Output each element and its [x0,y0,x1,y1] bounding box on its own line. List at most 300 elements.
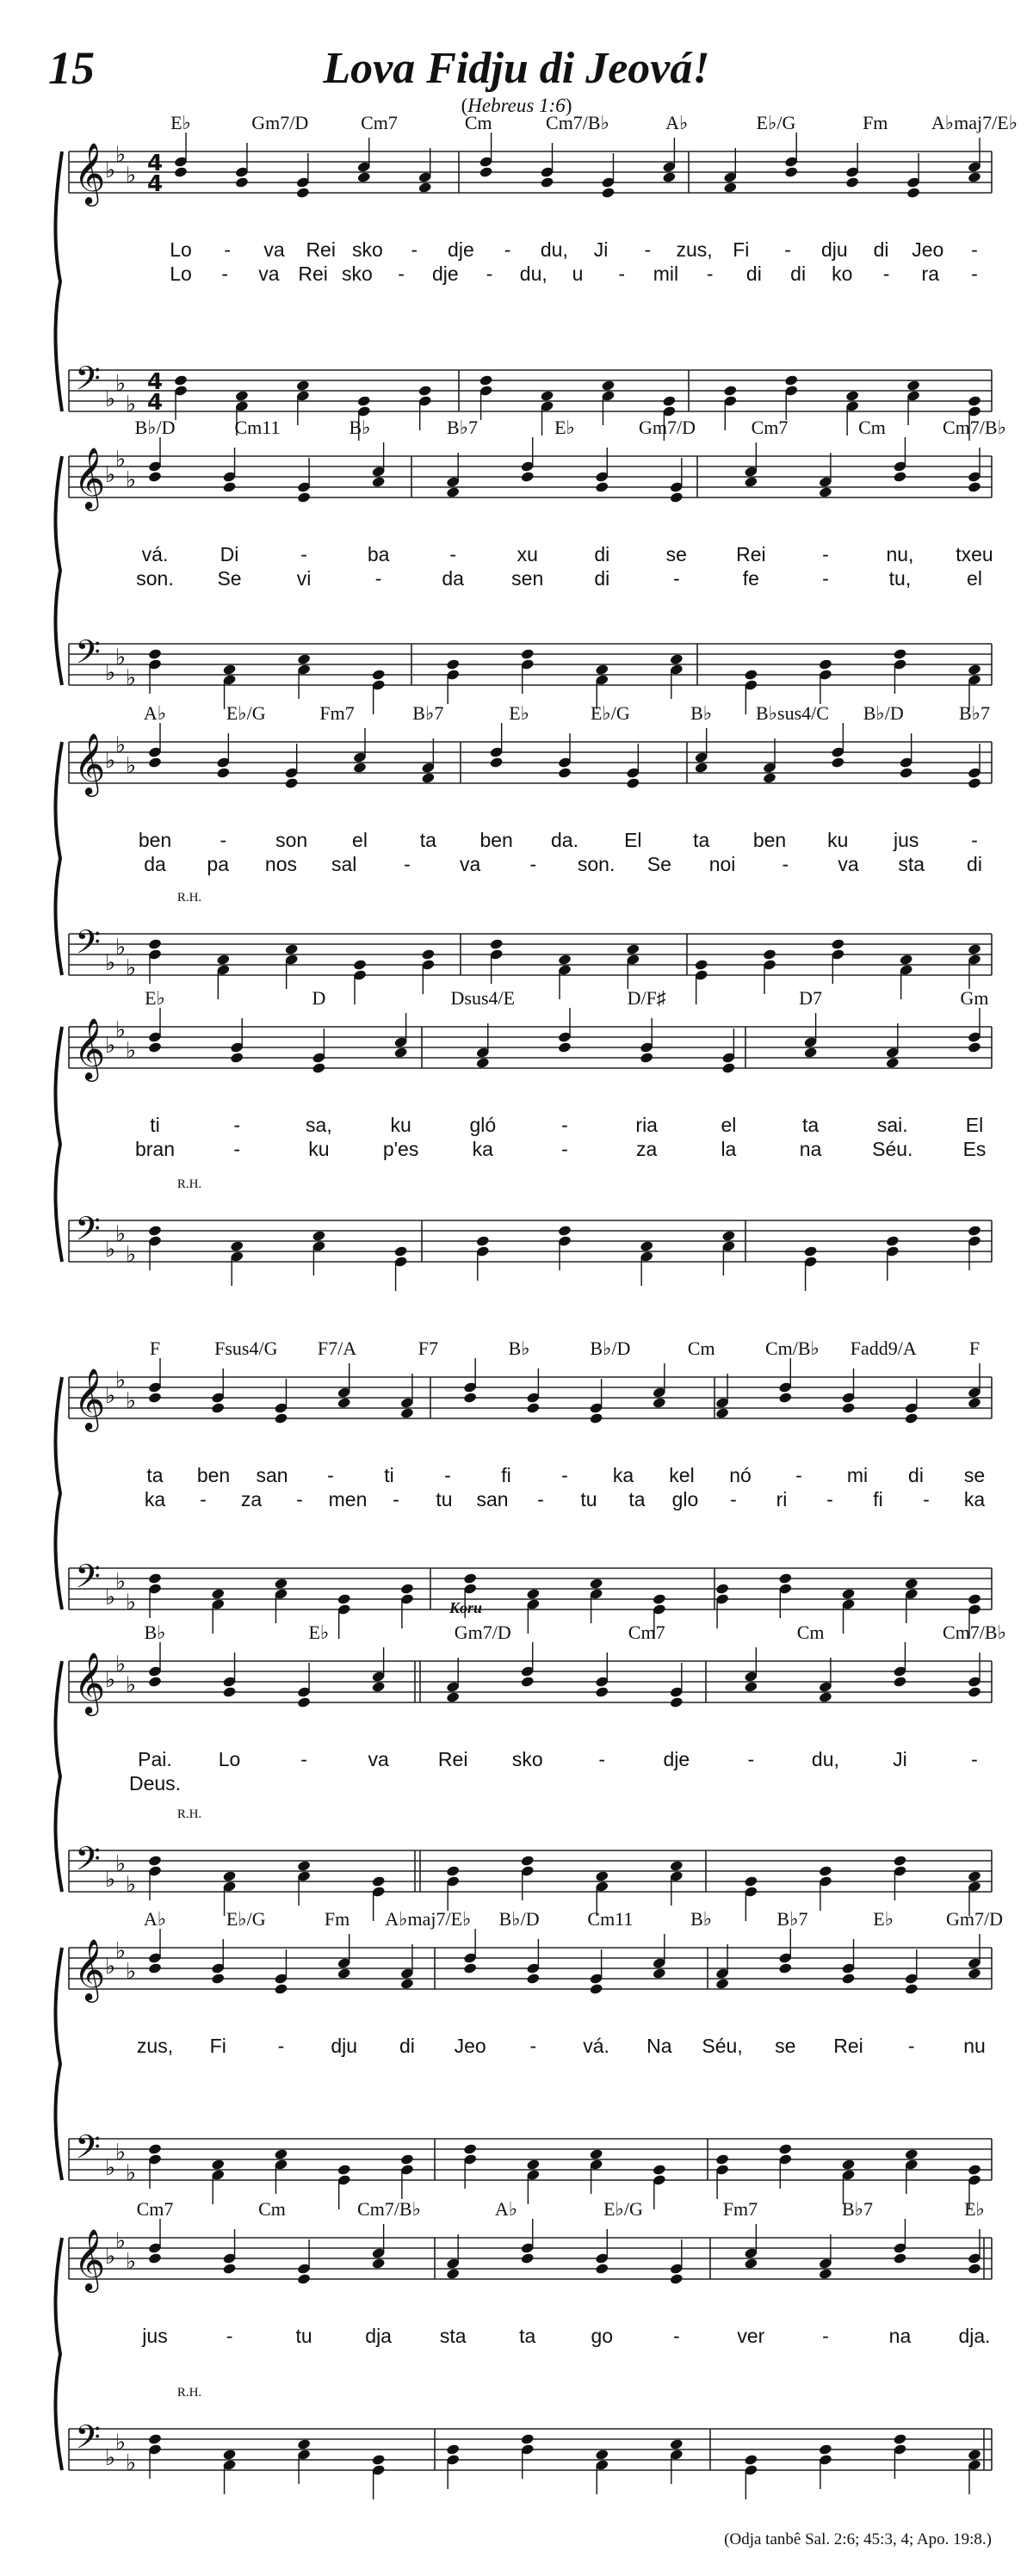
lyric-syllable: di [908,1464,924,1486]
note-head [968,1593,982,1605]
lyric-syllable: fi [873,1488,883,1510]
note-head [778,1392,793,1404]
lyric-syllable: san [256,1464,288,1486]
flat-icon: ♭ [125,665,137,691]
note-head [371,476,386,488]
lyric-syllable: ta [519,2325,536,2347]
note-head [174,166,189,178]
chord-symbol: E♭ [170,112,191,133]
lyric-syllable: - [561,1138,568,1160]
lyric-syllable: - [449,543,457,565]
note-head [540,176,554,188]
note-head [274,1983,288,1995]
system-brace [55,1377,62,1609]
lyric-syllable: - [971,263,978,285]
note-head [968,1041,982,1053]
note-head [662,171,677,183]
lyric-syllable: - [971,829,978,851]
lyric-syllable: - [672,2325,680,2347]
note-head [476,1235,491,1247]
note-head [589,1983,603,1995]
lyric-syllable: ta [628,1488,646,1510]
lyric-syllable: p'es [382,1138,419,1160]
note-head [744,669,758,681]
chord-symbol: B♭/D [590,1337,631,1359]
note-head [653,1397,667,1409]
chord-symbol: A♭ [665,112,689,133]
lyric-syllable: - [537,1488,544,1510]
bass-time-signature-bottom: 4 [146,390,164,416]
flat-icon: ♭ [104,2244,116,2270]
note-head [968,1870,982,1882]
lyric-syllable: - [529,853,537,875]
note-head [968,2263,982,2275]
right-hand-marking: R.H. [176,1807,202,1821]
scripture-reference-open: ( [461,95,468,116]
chord-symbol: Fm [863,112,888,133]
note-head [230,1052,244,1064]
note-head [968,171,982,183]
lyric-syllable: dja. [958,2325,991,2347]
lyric-syllable: vá. [583,2035,609,2057]
music-system [55,112,1018,441]
note-head [968,1397,982,1409]
chord-symbol: D7 [799,987,823,1009]
chord-symbol: Gm [960,987,989,1009]
note-head [819,658,833,670]
system-brace [55,742,62,975]
lyric-syllable: glo [671,1488,699,1510]
note-head [274,1578,288,1590]
lyric-syllable: za [240,1488,263,1510]
note-head [558,1041,572,1053]
lyric-syllable: Se [217,567,242,590]
note-head [803,1047,818,1059]
note-head [526,1588,541,1600]
flat-icon: ♭ [104,950,116,976]
note-head [670,1696,684,1708]
lyric-syllable: la [721,1138,737,1160]
flat-icon: ♭ [125,2160,137,2186]
lyric-syllable: - [971,1748,978,1770]
lyric-syllable: ria [635,1114,658,1136]
note-head [393,1047,408,1059]
lyric-syllable: dju [820,238,848,261]
lyric-syllable: ti [384,1464,394,1486]
note-head [222,1686,237,1698]
flat-icon: ♭ [104,462,116,488]
lyric-syllable: son. [577,853,615,875]
note-head [819,486,833,498]
lyric-syllable: tu [580,1488,597,1510]
lyric-syllable: vi [296,567,312,590]
chord-symbol: Cm7 [628,1622,665,1643]
lyric-syllable: - [826,1488,833,1510]
note-head [589,2148,603,2160]
note-head [595,2263,609,2275]
note-head [297,2438,312,2450]
lyric-syllable: Fi [209,2035,226,2057]
lyric-syllable: Deus. [128,1772,182,1795]
lyric-syllable: ta [802,1114,820,1136]
lyric-syllable: - [822,567,829,590]
music-system [55,2198,992,2499]
lyric-syllable: - [561,1114,568,1136]
flat-icon: ♭ [114,1368,127,1393]
chord-symbol: E♭/G [603,2198,643,2220]
chord-symbol: Fadd9/A [850,1337,917,1359]
chord-symbol: Cm [464,112,492,133]
lyric-syllable: - [221,263,229,285]
lyric-syllable: ku [390,1114,411,1136]
chord-symbol: Gm7/D [251,112,309,133]
flat-icon: ♭ [104,1033,116,1059]
lyric-syllable: ben [752,829,787,851]
note-head [297,491,312,503]
lyric-syllable: sal [331,853,357,875]
bass-clef-icon: 𝄢 [75,2128,101,2174]
note-head [744,1681,758,1693]
lyric-syllable: son. [136,567,174,590]
lyric-syllable: Rei [736,543,766,565]
note-head [174,374,189,386]
flat-icon: ♭ [104,158,116,183]
note-head [400,1583,415,1595]
note-head [723,182,738,194]
music-system [55,1908,1003,2209]
lyric-syllable: Jeo [454,2035,486,2057]
note-head [906,187,921,199]
treble-clef-icon: 𝄞 [73,1016,106,1079]
bass-clef-icon: 𝄢 [75,1209,101,1256]
note-head [968,664,982,676]
lyric-syllable: du, [519,263,547,285]
lyric-syllable: jus [893,829,919,851]
note-head [284,777,299,789]
lyric-syllable: san [476,1488,509,1510]
lyric-syllable: - [486,263,493,285]
note-head [968,1686,982,1698]
system-brace [55,2238,62,2470]
note-head [446,658,461,670]
chord-symbol: E♭/G [226,1908,266,1930]
note-head [694,959,708,971]
lyric-syllable: - [296,1488,303,1510]
note-head [479,374,493,386]
note-head [274,1412,288,1424]
chord-symbol: Cm [858,417,886,438]
flat-icon: ♭ [125,163,137,188]
lyric-syllable: pa [207,853,230,875]
chord-symbol: Fm7 [319,702,355,724]
note-head [601,187,615,199]
flat-icon: ♭ [125,392,137,417]
lyric-syllable: u [572,263,584,285]
note-head [216,767,231,779]
lyric-syllable: Rei [306,238,336,261]
note-head [222,2449,237,2461]
note-head [446,2443,461,2456]
right-hand-marking: R.H. [176,2386,202,2400]
note-head [222,481,237,493]
note-head [479,166,493,178]
note-head [589,1412,603,1424]
lyric-syllable: Pai. [138,1748,172,1770]
note-head [446,1691,461,1703]
lyric-syllable: zus, [676,238,713,261]
note-head [312,1062,326,1074]
right-hand-marking: R.H. [176,1177,202,1191]
lyric-syllable: ben [196,1464,231,1486]
flat-icon: ♭ [104,2445,116,2471]
lyric-syllable: ta [419,829,436,851]
song-number: 15 [48,42,95,94]
chord-symbol: Gm7/D [454,1622,511,1643]
chord-symbol: Fsus4/G [214,1337,278,1359]
lyric-syllable: Fi [733,238,750,261]
lyric-syllable: va [263,238,285,261]
note-head [723,385,738,397]
lyric-syllable: son [275,829,308,851]
lyric-syllable: - [504,238,511,261]
note-head [744,2454,758,2466]
note-head [526,1973,541,1985]
lyric-syllable: - [327,1464,334,1486]
chord-symbol: A♭ [143,702,167,724]
note-head [845,390,860,402]
lyric-syllable: da [144,853,166,875]
note-head [763,948,777,961]
lyric-syllable: va [258,263,280,285]
note-head [904,2148,919,2160]
lyric-syllable: za [636,1138,658,1160]
note-head [721,1230,736,1242]
note-head [353,762,368,774]
lyric-syllable: di [967,853,982,875]
system-brace [55,151,62,411]
flat-icon: ♭ [114,447,127,473]
lyric-syllable: fi [501,1464,511,1486]
system-brace [55,1948,62,2180]
flat-icon: ♭ [114,1017,127,1043]
note-head [520,1676,535,1688]
chord-symbol: Fm7 [722,2198,758,2220]
chord-symbol: A♭ [494,2198,518,2220]
bass-clef-icon: 𝄢 [75,1557,101,1603]
lyric-syllable: se [963,1464,986,1486]
note-head [520,648,535,660]
chord-symbol: Cm7/B♭ [546,112,609,133]
chord-symbol: Cm7 [751,417,789,438]
note-head [148,648,163,660]
lyric-syllable: Rei [298,263,328,285]
note-head [831,757,845,769]
lyric-syllable: - [277,2035,285,2057]
note-head [393,1245,408,1257]
lyric-syllable: ku [827,829,849,851]
chord-symbol: Cm [687,1337,715,1359]
note-head [418,385,432,397]
lyric-syllable: di [594,567,610,590]
note-head [297,653,312,665]
lyric-syllable: - [795,1464,802,1486]
lyric-syllable: ku [308,1138,330,1160]
note-head [841,1588,856,1600]
note-head [489,757,504,769]
note-head [819,2268,833,2280]
lyric-syllable: - [444,1464,451,1486]
lyric-syllable: - [706,263,714,285]
chord-symbol: Gm7/D [946,1908,1003,1930]
note-head [721,1062,736,1074]
note-head [148,1041,163,1053]
note-head [670,2438,684,2450]
note-head [148,1962,163,1974]
lyric-syllable: ko [832,263,853,285]
lyric-syllable: - [233,1114,241,1136]
chord-symbol: Cm7/B♭ [943,417,1006,438]
note-head [520,2252,535,2264]
lyric-syllable: - [398,263,405,285]
note-head [235,176,250,188]
note-head [371,2454,386,2466]
note-head [337,1593,351,1605]
chord-symbol: Cm7 [361,112,398,133]
flat-icon: ♭ [125,1872,137,1898]
lyric-syllable: sko [341,263,373,285]
lyric-syllable: tu, [888,567,912,590]
lyric-syllable: na [888,2325,912,2347]
scripture-reference-close: ) [565,95,572,116]
note-head [400,1978,415,1990]
chord-symbol: B♭sus4/C [755,702,829,724]
note-head [148,1855,163,1867]
chord-symbol: E♭ [873,1908,894,1930]
note-head [297,1860,312,1872]
lyric-syllable: di [745,263,762,285]
note-head [489,938,504,950]
note-head [418,182,432,194]
lyric-syllable: dja [365,2325,392,2347]
lyric-syllable: di [873,238,889,261]
lyric-syllable: va [460,853,481,875]
lyric-syllable: - [226,2325,233,2347]
lyric-syllable: Séu. [872,1138,913,1160]
flat-icon: ♭ [114,2228,127,2254]
lyric-syllable: da. [551,829,578,851]
lyric-syllable: noi [708,853,736,875]
lyric-syllable: vá. [141,543,169,565]
lyric-syllable: ka [144,1488,166,1510]
note-head [640,1052,654,1064]
note-head [694,762,708,774]
chord-symbol: E♭/G [590,702,630,724]
chord-symbol: D [312,987,326,1009]
note-head [670,2273,684,2285]
treble-clef-icon: 𝄞 [73,732,106,794]
lyric-syllable: di [790,263,807,285]
note-head [558,767,572,779]
note-head [904,1412,919,1424]
lyric-syllable: mil [653,263,679,285]
note-head [274,2148,288,2160]
chord-symbol: Cm7/B♭ [943,1622,1006,1643]
note-head [211,2159,226,2171]
lyric-syllable: sko [511,1748,543,1770]
note-head [235,390,250,402]
note-head [778,2143,793,2155]
lyric-syllable: - [822,543,829,565]
music-system [55,702,992,1004]
bass-clef-icon: 𝄢 [75,633,101,679]
note-head [371,1681,386,1693]
lyric-syllable: - [782,853,789,875]
note-head [886,1057,900,1069]
lyric-syllable: men [328,1488,368,1510]
note-head [148,938,163,950]
note-head [148,1225,163,1237]
chord-symbol: B♭ [690,702,713,724]
lyric-syllable: - [374,567,382,590]
lyric-syllable: du, [540,238,568,261]
note-head [893,648,907,660]
note-head [446,2268,461,2280]
note-head [595,664,609,676]
lyric-syllable: sko [352,238,383,261]
flat-icon: ♭ [104,748,116,774]
note-head [297,2273,312,2285]
lyric-syllable: nu, [886,543,914,565]
system-brace [55,456,62,685]
treble-clef-icon: 𝄞 [73,141,106,204]
flat-icon: ♭ [114,645,127,670]
note-head [148,471,163,483]
note-head [446,486,461,498]
note-head [841,2159,856,2171]
note-head [148,1572,163,1585]
note-head [906,380,921,392]
lyric-syllable: nó [729,1464,752,1486]
chord-symbol: Cm7 [136,2198,174,2220]
note-head [421,948,436,961]
note-head [893,2252,907,2264]
flat-icon: ♭ [125,1038,137,1064]
chord-symbol: A♭maj7/E♭ [931,112,1018,133]
flat-icon: ♭ [125,1242,137,1268]
flat-icon: ♭ [114,732,127,758]
lyric-syllable: - [618,263,626,285]
note-head [904,1983,919,1995]
note-head [670,1860,684,1872]
flat-icon: ♭ [125,753,137,779]
note-head [744,476,758,488]
song-title: Lova Fidju di Jeová! [323,44,710,93]
lyric-syllable: El [624,829,642,851]
note-head [148,757,163,769]
bass-clef-icon: 𝄢 [75,359,101,405]
flat-icon: ♭ [114,371,127,397]
note-head [222,1870,237,1882]
music-system [55,1599,1006,1921]
note-head [463,1572,478,1585]
chord-symbol: B♭/D [863,702,904,724]
flat-icon: ♭ [104,1667,116,1693]
note-head [968,481,982,493]
lyric-syllable: - [923,1488,930,1510]
note-head [211,1973,226,1985]
lyric-syllable: - [220,829,227,851]
note-head [297,1696,312,1708]
